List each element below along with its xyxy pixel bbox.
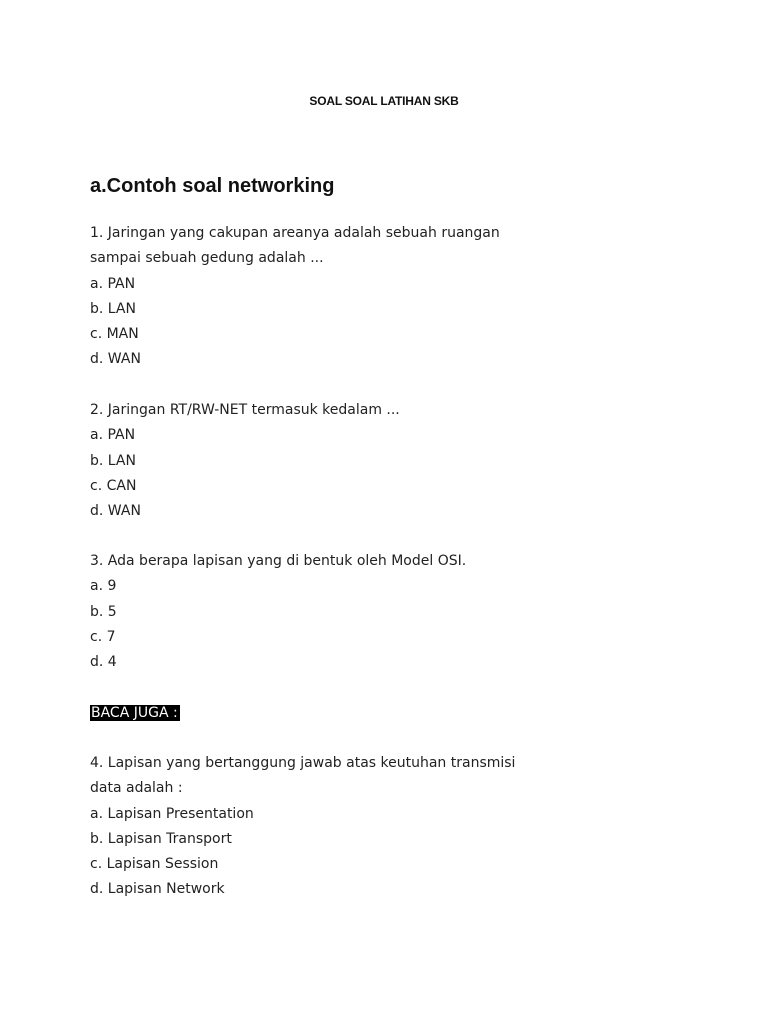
question-1 bbox=[90, 221, 560, 373]
question-4-option-b: b. Lapisan Transport bbox=[90, 830, 232, 847]
question-4-option-a: a. Lapisan Presentation bbox=[90, 805, 254, 822]
question-4 bbox=[90, 751, 560, 903]
question-2-option-c: c. CAN bbox=[90, 477, 137, 494]
question-3-option-d: d. 4 bbox=[90, 654, 117, 671]
document-title: SOAL SOAL LATIHAN SKB bbox=[309, 94, 459, 108]
baca-juga-block bbox=[90, 701, 560, 726]
question-2 bbox=[90, 398, 560, 524]
question-1-text-line-1: 1. Jaringan yang cakupan areanya adalah sebuah ruangan bbox=[90, 225, 500, 241]
question-1-option-b: b. LAN bbox=[90, 300, 136, 317]
question-4-text-line-2: data adalah : bbox=[90, 780, 183, 797]
question-3-text-line-1: 3. Ada berapa lapisan yang di bentuk oleh Model OSI. bbox=[90, 553, 467, 569]
question-2-option-d: d. WAN bbox=[90, 503, 141, 520]
question-2-text-line-1: 2. Jaringan RT/RW-NET termasuk kedalam ... bbox=[90, 402, 400, 418]
question-2-option-b: b. LAN bbox=[90, 452, 136, 469]
question-4-text-line-1: 4. Lapisan yang bertanggung jawab atas keutuhan transmisi bbox=[90, 755, 516, 771]
baca-juga-label[interactable]: BACA JUGA : bbox=[91, 705, 178, 721]
question-1-text-line-2: sampai sebuah gedung adalah ... bbox=[90, 250, 324, 267]
question-1-option-a: a. PAN bbox=[90, 275, 136, 292]
section-heading: a.Contoh soal networking bbox=[90, 175, 335, 197]
question-4-option-d: d. Lapisan Network bbox=[90, 881, 225, 898]
question-1-option-d: d. WAN bbox=[90, 351, 141, 368]
question-3 bbox=[90, 549, 560, 675]
question-1-option-c: c. MAN bbox=[90, 326, 139, 343]
question-3-option-b: b. 5 bbox=[90, 603, 117, 620]
question-3-option-a: a. 9 bbox=[90, 578, 117, 595]
question-2-option-a: a. PAN bbox=[90, 427, 136, 444]
question-4-option-c: c. Lapisan Session bbox=[90, 856, 219, 873]
question-3-option-c: c. 7 bbox=[90, 628, 116, 645]
